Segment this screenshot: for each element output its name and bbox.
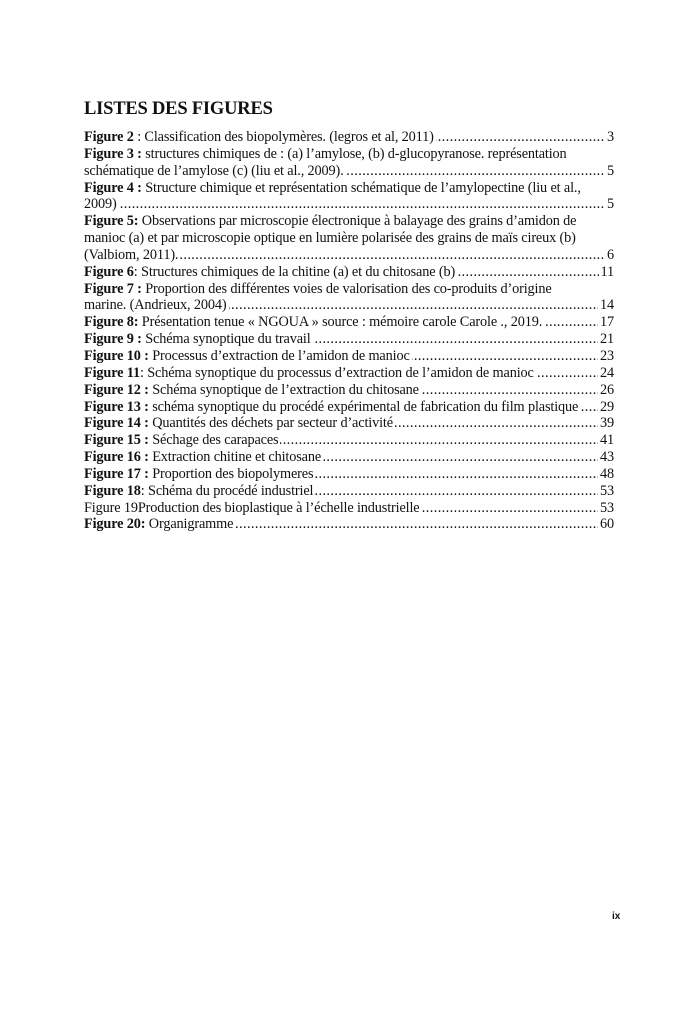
figure-entry[interactable] [84, 415, 614, 432]
entry-title [84, 146, 567, 179]
figure-page-number: 39 [600, 415, 614, 432]
entry-title [84, 264, 457, 280]
figure-entry[interactable] [84, 500, 614, 517]
figure-page-number: 60 [600, 516, 614, 533]
figure-caption: Processus d’extraction de l’amidon de manioc [148, 347, 410, 364]
figure-caption: : Schéma du procédé industriel [140, 482, 314, 499]
figure-page-number: 17 [600, 314, 614, 331]
entry-title [84, 281, 552, 314]
figure-page-number: 26 [600, 381, 614, 398]
figure-label: Figure 5: [84, 213, 139, 230]
entry-title [84, 432, 280, 448]
figure-label: Figure 11 [84, 364, 140, 381]
entry-title [84, 516, 235, 532]
figure-caption: Extraction chitine et chitosane [148, 449, 322, 466]
figure-entry[interactable] [84, 146, 614, 180]
figure-entry[interactable] [84, 449, 614, 466]
figure-list [84, 129, 614, 533]
figure-entry[interactable] [84, 466, 614, 483]
figure-caption: Schéma synoptique du travail [141, 331, 311, 348]
figure-page-number: 24 [600, 364, 614, 381]
figure-page-number: 43 [600, 449, 614, 466]
figure-caption: Présentation tenue « NGOUA » source : mémoire carole Carole ., 2019. [138, 314, 543, 331]
entry-title [84, 382, 421, 398]
figure-page-number: 23 [600, 347, 614, 364]
figure-entry[interactable] [84, 382, 614, 399]
figure-page-number: 48 [600, 465, 614, 482]
figure-label: Figure 6 [84, 263, 134, 280]
figure-caption: schéma synoptique du procédé expérimental de fabrication du film plastique [148, 398, 579, 415]
figure-label: Figure 2 [84, 129, 134, 145]
figure-caption: Proportion des biopolymeres [148, 465, 314, 482]
figure-label: Figure 3 : [84, 145, 142, 162]
entry-title [84, 449, 323, 465]
figure-label: Figure 10 : [84, 347, 149, 364]
figure-caption: : Classification des biopolymères. (legros et al, 2011) [133, 129, 434, 145]
figure-label: Figure 12 : [84, 381, 149, 398]
figure-entry[interactable] [84, 314, 614, 331]
figure-page-number: 5 [607, 196, 614, 213]
figure-entry[interactable] [84, 331, 614, 348]
figure-entry[interactable] [84, 399, 614, 416]
figure-entry[interactable] [84, 516, 614, 533]
figure-label: Figure 4 : [84, 179, 142, 196]
figure-label: Figure 8: [84, 314, 139, 331]
entry-title [84, 399, 580, 415]
figure-page-number: 6 [607, 246, 614, 263]
figure-caption: : Structures chimiques de la chitine (a) et du chitosane (b) [133, 263, 456, 280]
entry-title [84, 129, 436, 145]
figure-label: Figure 13 : [84, 398, 149, 415]
figure-label: Figure 9 : [84, 331, 142, 348]
figure-entry[interactable] [84, 365, 614, 382]
figure-page-number: 11 [600, 263, 614, 280]
figure-page-number: 29 [600, 398, 614, 415]
figure-page-number: 21 [600, 331, 614, 348]
entry-title [84, 483, 315, 499]
entry-title [84, 415, 395, 431]
figure-label: Figure 15 : [84, 432, 149, 449]
entry-title [84, 365, 536, 381]
figure-entry[interactable] [84, 264, 614, 281]
entry-title [84, 500, 422, 516]
figure-label: Figure 19 [84, 499, 138, 516]
figure-label: Figure 7 : [84, 280, 142, 297]
figure-caption: Observations par microscopie électronique à balayage des grains d’amidon de manioc (a) et par microscopie optique en lumière polarisée des grains de maïs cireux (b) (Valbiom, 2011). [84, 213, 577, 263]
figure-label: Figure 16 : [84, 449, 149, 466]
entry-title [84, 213, 576, 263]
figure-caption: Organigramme [145, 516, 234, 533]
entry-title [84, 180, 581, 213]
figure-caption: Production des bioplastique à l’échelle industrielle [137, 499, 420, 516]
figure-label: Figure 20: [84, 516, 146, 533]
figure-caption: Proportion des différentes voies de valorisation des co-produits d’origine marine. (Andrieux, 2004) [84, 280, 552, 314]
page-title: LISTES DES FIGURES [84, 99, 273, 119]
figure-caption: Séchage des carapaces [148, 432, 279, 449]
page-number: ix [612, 911, 621, 922]
figure-page-number: 3 [607, 129, 614, 145]
entry-title [84, 331, 313, 347]
figure-page-number: 14 [600, 297, 614, 314]
figure-label: Figure 14 : [84, 415, 149, 432]
figure-entry[interactable] [84, 483, 614, 500]
figure-entry[interactable] [84, 432, 614, 449]
figure-page-number: 41 [600, 432, 614, 449]
figure-label: Figure 17 : [84, 465, 149, 482]
figure-entry[interactable] [84, 129, 614, 146]
figure-caption: Quantités des déchets par secteur d’activité [148, 415, 393, 432]
figure-caption: Schéma synoptique de l’extraction du chitosane [148, 381, 419, 398]
figure-caption: : Schéma synoptique du processus d’extraction de l’amidon de manioc [139, 364, 534, 381]
entry-title [84, 466, 315, 482]
figure-page-number: 53 [600, 482, 614, 499]
figure-page-number: 53 [600, 499, 614, 516]
figure-entry[interactable] [84, 180, 614, 214]
figure-caption: structures chimiques de : (a) l’amylose, (b) d-glucopyranose. représentation schématique de l’amylose (c) (liu et al., 2009). [84, 145, 567, 179]
figure-entry[interactable] [84, 348, 614, 365]
figure-page-number: 5 [607, 162, 614, 179]
figure-entry[interactable] [84, 213, 614, 264]
entry-title [84, 348, 412, 364]
figure-label: Figure 18 [84, 482, 141, 499]
entry-title [84, 314, 544, 330]
figure-entry[interactable] [84, 281, 614, 315]
figure-caption: Structure chimique et représentation schématique de l’amylopectine (liu et al., 2009) [84, 179, 581, 213]
